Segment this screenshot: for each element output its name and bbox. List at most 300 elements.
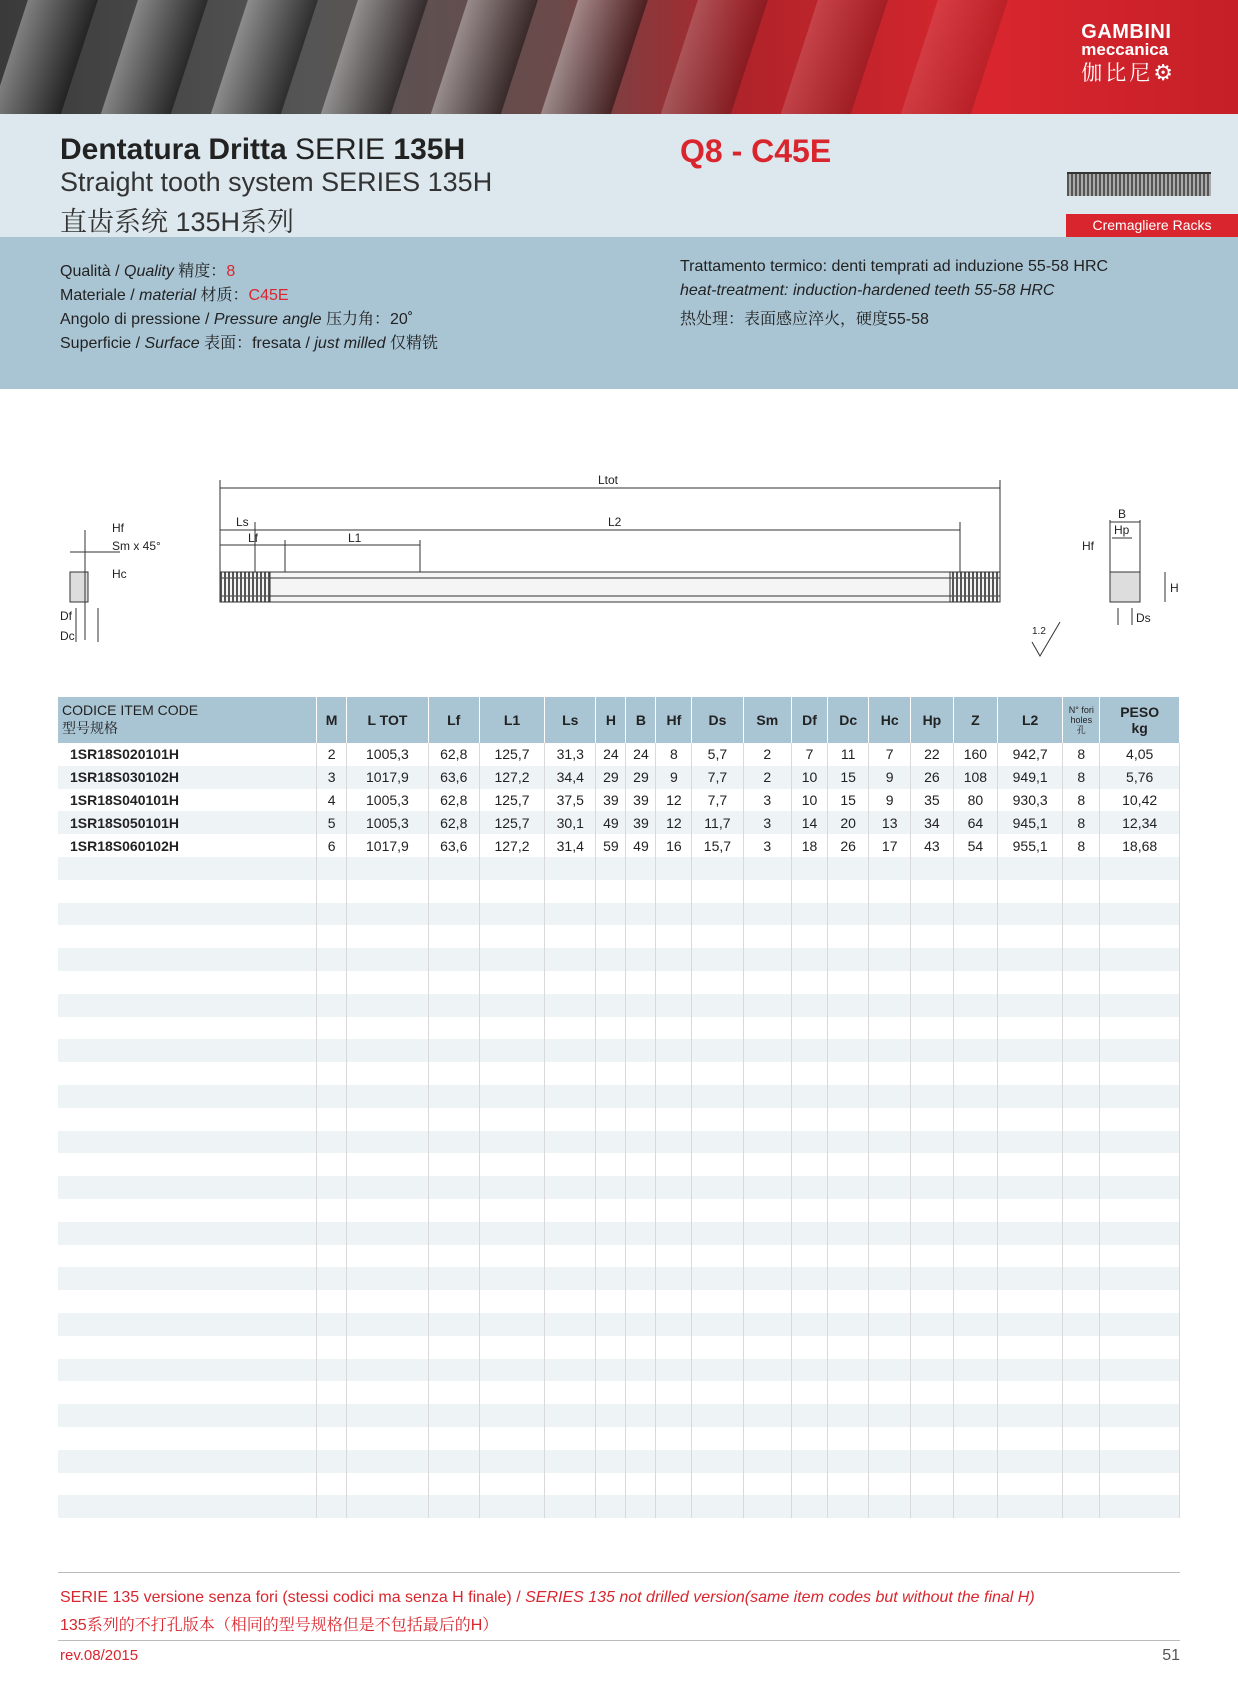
table-cell: 2 (743, 743, 792, 766)
table-cell-empty (910, 903, 953, 926)
table-cell-empty (347, 1450, 428, 1473)
table-cell-empty (869, 1473, 911, 1496)
table-cell-empty (792, 1450, 828, 1473)
item-code-cell: 1SR18S060102H (58, 834, 317, 857)
table-cell-empty (910, 1017, 953, 1040)
table-cell-empty (58, 1085, 317, 1108)
dim-ltot: Ltot (598, 473, 619, 487)
table-row-empty (58, 1427, 1180, 1450)
table-cell: 11,7 (692, 811, 743, 834)
table-cell-empty (58, 1017, 317, 1040)
table-cell-empty (869, 1313, 911, 1336)
table-row-empty (58, 903, 1180, 926)
table-cell-empty (997, 1427, 1062, 1450)
table-cell-empty (317, 1153, 347, 1176)
table-cell-empty (656, 1290, 692, 1313)
table-cell-empty (58, 1359, 317, 1382)
table-cell-empty (953, 1153, 997, 1176)
table-cell-empty (743, 1450, 792, 1473)
table-cell-empty (347, 857, 428, 880)
table-cell-empty (692, 1336, 743, 1359)
table-cell-empty (545, 1108, 596, 1131)
table-cell: 108 (953, 766, 997, 789)
table-cell-empty (792, 1062, 828, 1085)
table-cell-empty (656, 971, 692, 994)
table-cell-empty (596, 925, 626, 948)
table-cell-empty (1100, 903, 1180, 926)
table-cell: 62,8 (428, 743, 479, 766)
table-cell-empty (743, 1473, 792, 1496)
company-logo: GAMBINI meccanica 伽比尼⚙ (1081, 21, 1176, 85)
table-cell-empty (692, 1017, 743, 1040)
table-cell-empty (58, 903, 317, 926)
page-number: 51 (1162, 1647, 1180, 1664)
table-cell-empty (869, 1039, 911, 1062)
table-cell-empty (656, 857, 692, 880)
table-cell-empty (692, 1222, 743, 1245)
table-cell: 1017,9 (347, 766, 428, 789)
technical-drawing (0, 460, 1238, 670)
table-cell-empty (792, 1017, 828, 1040)
table-cell-empty (317, 1404, 347, 1427)
table-cell-empty (997, 1222, 1062, 1245)
table-cell-empty (1100, 1222, 1180, 1245)
table-row-empty (58, 1313, 1180, 1336)
table-cell: 930,3 (997, 789, 1062, 812)
table-cell-empty (428, 1313, 479, 1336)
table-cell-empty (827, 1176, 869, 1199)
table-cell-empty (1100, 1039, 1180, 1062)
table-cell-empty (545, 1450, 596, 1473)
table-cell-empty (997, 1176, 1062, 1199)
table-row-empty (58, 971, 1180, 994)
table-cell-empty (792, 971, 828, 994)
table-cell-empty (479, 1017, 544, 1040)
table-cell-empty (953, 1381, 997, 1404)
table-cell-empty (656, 1222, 692, 1245)
table-row-empty (58, 1404, 1180, 1427)
table-cell-empty (626, 1427, 656, 1450)
table-cell: 949,1 (997, 766, 1062, 789)
table-cell-empty (953, 1404, 997, 1427)
table-cell-empty (626, 1313, 656, 1336)
table-cell-empty (479, 925, 544, 948)
table-cell-empty (1100, 994, 1180, 1017)
table-cell: 5,76 (1100, 766, 1180, 789)
table-cell-empty (428, 971, 479, 994)
table-cell-empty (656, 1404, 692, 1427)
table-cell-empty (692, 880, 743, 903)
table-cell-empty (792, 1495, 828, 1518)
table-row-empty (58, 1267, 1180, 1290)
roughness-value: 1.2 (1032, 626, 1046, 637)
divider (58, 1572, 1180, 1573)
table-cell-empty (953, 1039, 997, 1062)
table-row-empty (58, 1336, 1180, 1359)
table-cell-empty (428, 1267, 479, 1290)
table-cell-empty (317, 1336, 347, 1359)
table-cell-empty (953, 948, 997, 971)
table-cell-empty (428, 1039, 479, 1062)
table-cell-empty (1100, 948, 1180, 971)
table-cell-empty (1063, 948, 1100, 971)
table-cell-empty (953, 1131, 997, 1154)
table-cell-empty (656, 1108, 692, 1131)
table-cell-empty (479, 1153, 544, 1176)
table-cell-empty (317, 1062, 347, 1085)
table-cell-empty (58, 1039, 317, 1062)
table-cell-empty (1063, 1290, 1100, 1313)
table-cell-empty (428, 1017, 479, 1040)
dim-lf: Lf (248, 531, 259, 545)
table-cell-empty (827, 1381, 869, 1404)
table-cell-empty (58, 1108, 317, 1131)
table-cell-empty (347, 880, 428, 903)
table-cell-empty (479, 1085, 544, 1108)
table-cell-empty (626, 1450, 656, 1473)
note-not-drilled-zh: 135系列的不打孔版本（相同的型号规格但是不包括最后的H） (60, 1617, 499, 1634)
table-cell-empty (827, 1267, 869, 1290)
dim-sm: Sm x 45° (112, 539, 161, 553)
table-cell-empty (997, 1290, 1062, 1313)
table-cell-empty (479, 1062, 544, 1085)
table-cell-empty (792, 1245, 828, 1268)
table-cell-empty (869, 857, 911, 880)
table-cell-empty (317, 925, 347, 948)
table-cell-empty (347, 948, 428, 971)
table-cell-empty (656, 994, 692, 1017)
table-cell-empty (317, 1245, 347, 1268)
table-cell-empty (792, 948, 828, 971)
table-cell-empty (596, 1450, 626, 1473)
table-cell-empty (743, 1427, 792, 1450)
table-cell-empty (997, 1313, 1062, 1336)
table-cell-empty (953, 1359, 997, 1382)
table-cell-empty (428, 994, 479, 1017)
table-cell-empty (827, 903, 869, 926)
table-cell: 14 (792, 811, 828, 834)
table-cell-empty (997, 1473, 1062, 1496)
table-cell-empty (596, 1085, 626, 1108)
table-cell: 12 (656, 789, 692, 812)
table-cell-empty (58, 1131, 317, 1154)
table-cell-empty (58, 925, 317, 948)
table-cell: 59 (596, 834, 626, 857)
table-cell-empty (743, 1108, 792, 1131)
table-cell: 1005,3 (347, 743, 428, 766)
table-cell-empty (792, 1473, 828, 1496)
table-cell-empty (1063, 1495, 1100, 1518)
table-cell-empty (743, 1359, 792, 1382)
table-cell-empty (317, 1290, 347, 1313)
table-cell-empty (626, 1085, 656, 1108)
table-cell-empty (317, 1427, 347, 1450)
table-cell-empty (910, 1427, 953, 1450)
table-cell-empty (58, 1381, 317, 1404)
table-cell-empty (997, 1062, 1062, 1085)
table-cell-empty (317, 903, 347, 926)
table-cell-empty (545, 1473, 596, 1496)
table-cell-empty (953, 925, 997, 948)
table-cell-empty (953, 1176, 997, 1199)
table-cell-empty (997, 925, 1062, 948)
col-h: H (596, 697, 626, 743)
table-cell-empty (317, 1381, 347, 1404)
table-cell-empty (1100, 1427, 1180, 1450)
table-row-empty (58, 948, 1180, 971)
table-cell-empty (347, 1381, 428, 1404)
table-cell-empty (428, 857, 479, 880)
table-cell-empty (827, 1017, 869, 1040)
table-cell-empty (656, 1336, 692, 1359)
table-cell-empty (347, 1267, 428, 1290)
table-cell: 955,1 (997, 834, 1062, 857)
table-cell: 12,34 (1100, 811, 1180, 834)
table-cell: 1005,3 (347, 789, 428, 812)
table-cell-empty (545, 1359, 596, 1382)
table-cell: 7 (792, 743, 828, 766)
table-cell-empty (428, 1108, 479, 1131)
table-cell-empty (428, 1199, 479, 1222)
table-cell-empty (792, 1427, 828, 1450)
table-cell-empty (596, 1222, 626, 1245)
table-cell-empty (953, 1290, 997, 1313)
table-cell-empty (953, 1473, 997, 1496)
table-cell-empty (1063, 857, 1100, 880)
table-cell-empty (827, 1085, 869, 1108)
table-cell-empty (626, 1222, 656, 1245)
table-cell-empty (869, 1290, 911, 1313)
table-cell-empty (792, 1108, 828, 1131)
table-row (58, 811, 1180, 834)
table-cell: 31,4 (545, 834, 596, 857)
table-cell-empty (827, 1473, 869, 1496)
table-cell: 10 (792, 766, 828, 789)
table-cell-empty (792, 1176, 828, 1199)
dim-hf-left: Hf (112, 521, 124, 535)
table-cell-empty (792, 1313, 828, 1336)
table-cell: 5 (317, 811, 347, 834)
table-cell-empty (347, 1039, 428, 1062)
table-cell-empty (479, 1359, 544, 1382)
table-cell: 62,8 (428, 811, 479, 834)
spec-surface: Superficie / Surface 表面：fresata / just milled 仅精铣 (60, 335, 438, 352)
table-cell-empty (428, 1245, 479, 1268)
note-not-drilled: SERIE 135 versione senza fori (stessi codici ma senza H finale) / SERIES 135 not drilled version(same item codes but without the final H) (60, 1589, 1035, 1606)
table-cell-empty (347, 1359, 428, 1382)
table-cell: 22 (910, 743, 953, 766)
table-cell-empty (953, 1427, 997, 1450)
table-cell-empty (953, 1199, 997, 1222)
table-cell: 26 (910, 766, 953, 789)
table-row-empty (58, 1153, 1180, 1176)
table-cell-empty (743, 1495, 792, 1518)
table-cell-empty (1063, 880, 1100, 903)
table-cell-empty (953, 1085, 997, 1108)
table-cell-empty (910, 857, 953, 880)
dim-hp: Hp (1114, 523, 1130, 537)
table-cell-empty (869, 1176, 911, 1199)
table-cell-empty (1063, 1473, 1100, 1496)
table-cell: 49 (626, 834, 656, 857)
table-cell: 24 (596, 743, 626, 766)
table-cell-empty (792, 994, 828, 1017)
table-cell-empty (317, 1039, 347, 1062)
header-banner (0, 0, 1238, 114)
table-cell-empty (1063, 925, 1100, 948)
table-cell-empty (656, 1199, 692, 1222)
table-cell-empty (656, 1245, 692, 1268)
table-row-empty (58, 1450, 1180, 1473)
table-cell-empty (953, 994, 997, 1017)
table-cell-empty (428, 1062, 479, 1085)
table-cell-empty (1063, 1381, 1100, 1404)
table-cell-empty (479, 1313, 544, 1336)
table-cell-empty (656, 1473, 692, 1496)
table-cell: 80 (953, 789, 997, 812)
table-cell-empty (317, 1267, 347, 1290)
table-cell-empty (792, 1336, 828, 1359)
table-cell-empty (953, 971, 997, 994)
table-cell-empty (792, 925, 828, 948)
table-cell-empty (545, 948, 596, 971)
table-cell-empty (596, 1108, 626, 1131)
table-cell-empty (869, 1085, 911, 1108)
table-cell-empty (953, 1062, 997, 1085)
table-cell-empty (626, 971, 656, 994)
table-cell-empty (692, 1404, 743, 1427)
table-cell-empty (479, 1222, 544, 1245)
table-cell-empty (479, 994, 544, 1017)
table-cell-empty (626, 1381, 656, 1404)
title-english: Straight tooth system SERIES 135H (60, 167, 493, 197)
table-cell-empty (58, 1062, 317, 1085)
table-cell-empty (692, 1290, 743, 1313)
table-cell: 39 (596, 789, 626, 812)
table-cell-empty (869, 1131, 911, 1154)
table-cell-empty (743, 1176, 792, 1199)
col-dc: Dc (827, 697, 869, 743)
table-cell: 63,6 (428, 766, 479, 789)
table-cell-empty (545, 1017, 596, 1040)
table-cell-empty (953, 1336, 997, 1359)
table-cell-empty (479, 1267, 544, 1290)
col-ls: Ls (545, 697, 596, 743)
table-cell: 8 (1063, 743, 1100, 766)
table-cell-empty (545, 994, 596, 1017)
table-cell-empty (792, 1267, 828, 1290)
table-cell-empty (1100, 1404, 1180, 1427)
table-cell-empty (347, 1108, 428, 1131)
table-row-empty (58, 1199, 1180, 1222)
table-cell-empty (317, 1473, 347, 1496)
table-cell-empty (656, 1427, 692, 1450)
table-cell: 64 (953, 811, 997, 834)
table-cell-empty (869, 1427, 911, 1450)
table-cell-empty (58, 994, 317, 1017)
table-cell-empty (347, 1222, 428, 1245)
table-cell-empty (1100, 1313, 1180, 1336)
table-cell-empty (953, 1222, 997, 1245)
table-cell-empty (596, 1290, 626, 1313)
table-cell-empty (626, 1199, 656, 1222)
table-cell: 16 (656, 834, 692, 857)
table-cell: 29 (626, 766, 656, 789)
table-cell-empty (692, 1039, 743, 1062)
table-cell-empty (626, 1336, 656, 1359)
col-b: B (626, 697, 656, 743)
table-cell: 37,5 (545, 789, 596, 812)
table-cell: 49 (596, 811, 626, 834)
category-tag: Cremagliere Racks (1066, 214, 1238, 237)
table-cell-empty (910, 1131, 953, 1154)
table-cell-empty (58, 1199, 317, 1222)
table-cell-empty (869, 1108, 911, 1131)
table-cell-empty (428, 1336, 479, 1359)
table-cell-empty (1100, 1267, 1180, 1290)
table-cell-empty (656, 1450, 692, 1473)
table-cell: 15,7 (692, 834, 743, 857)
table-cell-empty (1063, 1404, 1100, 1427)
table-cell-empty (545, 903, 596, 926)
table-cell-empty (479, 1427, 544, 1450)
col-weight: PESO kg (1100, 697, 1180, 743)
table-cell-empty (910, 1313, 953, 1336)
table-cell-empty (626, 1290, 656, 1313)
table-cell-empty (910, 1176, 953, 1199)
table-cell-empty (545, 1039, 596, 1062)
table-cell-empty (596, 948, 626, 971)
table-cell: 3 (743, 811, 792, 834)
table-cell-empty (347, 1404, 428, 1427)
table-cell-empty (479, 1245, 544, 1268)
table-row-empty (58, 925, 1180, 948)
table-cell-empty (910, 1199, 953, 1222)
table-cell-empty (692, 1062, 743, 1085)
table-cell-empty (1063, 994, 1100, 1017)
table-cell-empty (1063, 1427, 1100, 1450)
table-cell: 15 (827, 789, 869, 812)
dim-ds: Ds (1136, 611, 1151, 625)
table-cell-empty (910, 1062, 953, 1085)
table-cell-empty (743, 1245, 792, 1268)
table-cell-empty (869, 1450, 911, 1473)
table-cell-empty (428, 1222, 479, 1245)
table-cell-empty (656, 1359, 692, 1382)
table-cell-empty (997, 994, 1062, 1017)
table-cell-empty (1063, 1450, 1100, 1473)
table-cell-empty (596, 1336, 626, 1359)
table-cell-empty (869, 1404, 911, 1427)
table-cell-empty (869, 948, 911, 971)
table-row-empty (58, 880, 1180, 903)
table-cell-empty (743, 1404, 792, 1427)
table-row-empty (58, 1473, 1180, 1496)
table-cell-empty (910, 971, 953, 994)
table-cell: 8 (1063, 834, 1100, 857)
table-cell-empty (827, 857, 869, 880)
table-cell-empty (827, 1108, 869, 1131)
col-sm: Sm (743, 697, 792, 743)
table-cell-empty (869, 971, 911, 994)
table-cell-empty (347, 1290, 428, 1313)
table-cell-empty (428, 1131, 479, 1154)
table-cell: 10 (792, 789, 828, 812)
table-cell-empty (317, 948, 347, 971)
table-cell: 17 (869, 834, 911, 857)
table-cell-empty (792, 903, 828, 926)
table-cell-empty (869, 1199, 911, 1222)
